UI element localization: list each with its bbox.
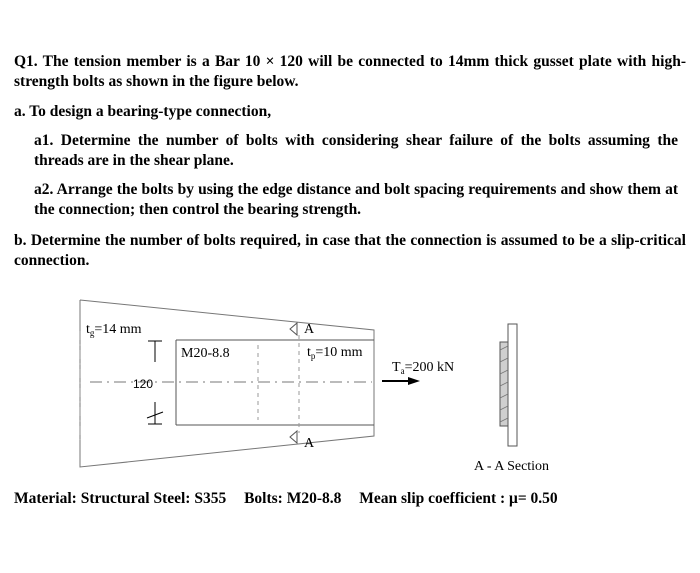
gusset-thickness-label: $t_g=14$ mm — [86, 322, 142, 338]
bolt-spec: Bolts: M20-8.8 — [244, 490, 342, 507]
section-arrow-top — [290, 323, 297, 335]
force-arrow-head — [408, 377, 420, 385]
question-title: Q1. The tension member is a Bar 10 × 120 will be connected to 14mm thick gusset plate with high-strength bolts as shown in the figure below. — [14, 53, 686, 90]
part-a: a. To design a bearing-type connection, — [14, 103, 272, 120]
part-a2: a2. Arrange the bolts by using the edge distance and bolt spacing requirements and show them at the connection; then control the bearing strength. — [34, 181, 678, 218]
part-b: b. Determine the number of bolts required, in case that the connection is assumed to be a slip-critical connection. — [14, 232, 686, 269]
bar-width-label: 120 — [133, 377, 154, 391]
tension-force-label: $T_a=200$ kN — [392, 360, 455, 376]
section-mark-bottom: A — [304, 436, 315, 451]
bolt-type-label: M20-8.8 — [181, 346, 230, 361]
footer-specs — [14, 490, 572, 508]
slip-coefficient: Mean slip coefficient : μ= 0.50 — [359, 490, 558, 507]
material-spec: Material: Structural Steel: S355 — [14, 490, 227, 507]
part-a1: a1. Determine the number of bolts with considering shear failure of the bolts assuming the threads are in the shear plane. — [34, 132, 678, 169]
section-arrow-bottom — [290, 431, 297, 443]
section-caption: A - A Section — [474, 459, 550, 474]
plate-thickness-label: $t_p=10$ mm — [307, 345, 363, 361]
section-gusset — [508, 324, 517, 446]
section-mark-top: A — [304, 322, 315, 337]
